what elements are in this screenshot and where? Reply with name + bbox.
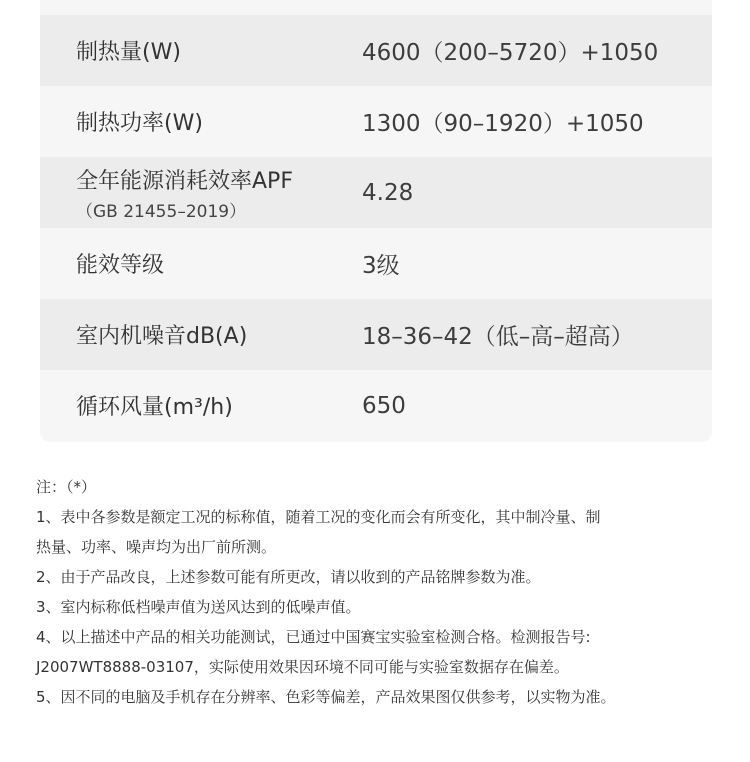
spec-value: 650 bbox=[362, 392, 406, 419]
note-line: 4、以上描述中产品的相关功能测试，已通过中国赛宝实验室检测合格。检测报告号: bbox=[36, 628, 591, 646]
spec-value: 1300（90–1920）+1050 bbox=[362, 111, 644, 137]
note-line: 1、表中各参数是额定工况的标称值，随着工况的变化而会有所变化，其中制冷量、制 bbox=[36, 508, 601, 526]
notes-heading: 注：（*） bbox=[36, 478, 97, 496]
spec-label-text: 制热量(W) bbox=[76, 40, 181, 65]
spec-label bbox=[76, 157, 376, 228]
spec-row-energy-grade bbox=[40, 228, 712, 299]
spec-table bbox=[40, 0, 712, 442]
note-line: 热量、功率、噪声均为出厂前所测。 bbox=[36, 538, 277, 556]
spec-label bbox=[76, 370, 376, 441]
note-line: 2、由于产品改良，上述参数可能有所更改，请以收到的产品铭牌参数为准。 bbox=[36, 568, 541, 586]
notes-section bbox=[36, 472, 736, 712]
spec-row-airflow bbox=[40, 370, 712, 441]
spec-value: 3级 bbox=[362, 253, 400, 279]
spec-label bbox=[76, 86, 376, 157]
spec-label-text: 制热功率(W) bbox=[76, 111, 203, 136]
spec-value: 18–36–42（低–高–超高） bbox=[362, 324, 634, 350]
spec-row-heating-power bbox=[40, 86, 712, 157]
spec-sublabel: （GB 21455–2019） bbox=[76, 201, 247, 222]
spec-label-text: 循环风量(m³/h) bbox=[76, 395, 233, 420]
note-line: J2007WT8888-03107，实际使用效果因环境不同可能与实验室数据存在偏差。 bbox=[36, 658, 569, 676]
spec-row-indoor-noise bbox=[40, 299, 712, 370]
spec-label-text: 能效等级 bbox=[76, 253, 165, 278]
spec-label-text: 全年能源消耗效率APF bbox=[76, 168, 293, 194]
note-line: 3、室内标称低档噪声值为送风达到的低噪声值。 bbox=[36, 598, 361, 616]
spec-row-apf bbox=[40, 157, 712, 228]
spec-row-heating-capacity bbox=[40, 15, 712, 86]
spec-value: 4.28 bbox=[362, 179, 414, 206]
spec-value: 4600（200–5720）+1050 bbox=[362, 40, 659, 66]
note-line: 5、因不同的电脑及手机存在分辨率、色彩等偏差，产品效果图仅供参考，以实物为准。 bbox=[36, 688, 616, 706]
spec-label bbox=[76, 228, 376, 299]
spec-label bbox=[76, 15, 376, 86]
spec-label bbox=[76, 299, 376, 370]
spec-label-text: 室内机噪音dB(A) bbox=[76, 324, 248, 349]
